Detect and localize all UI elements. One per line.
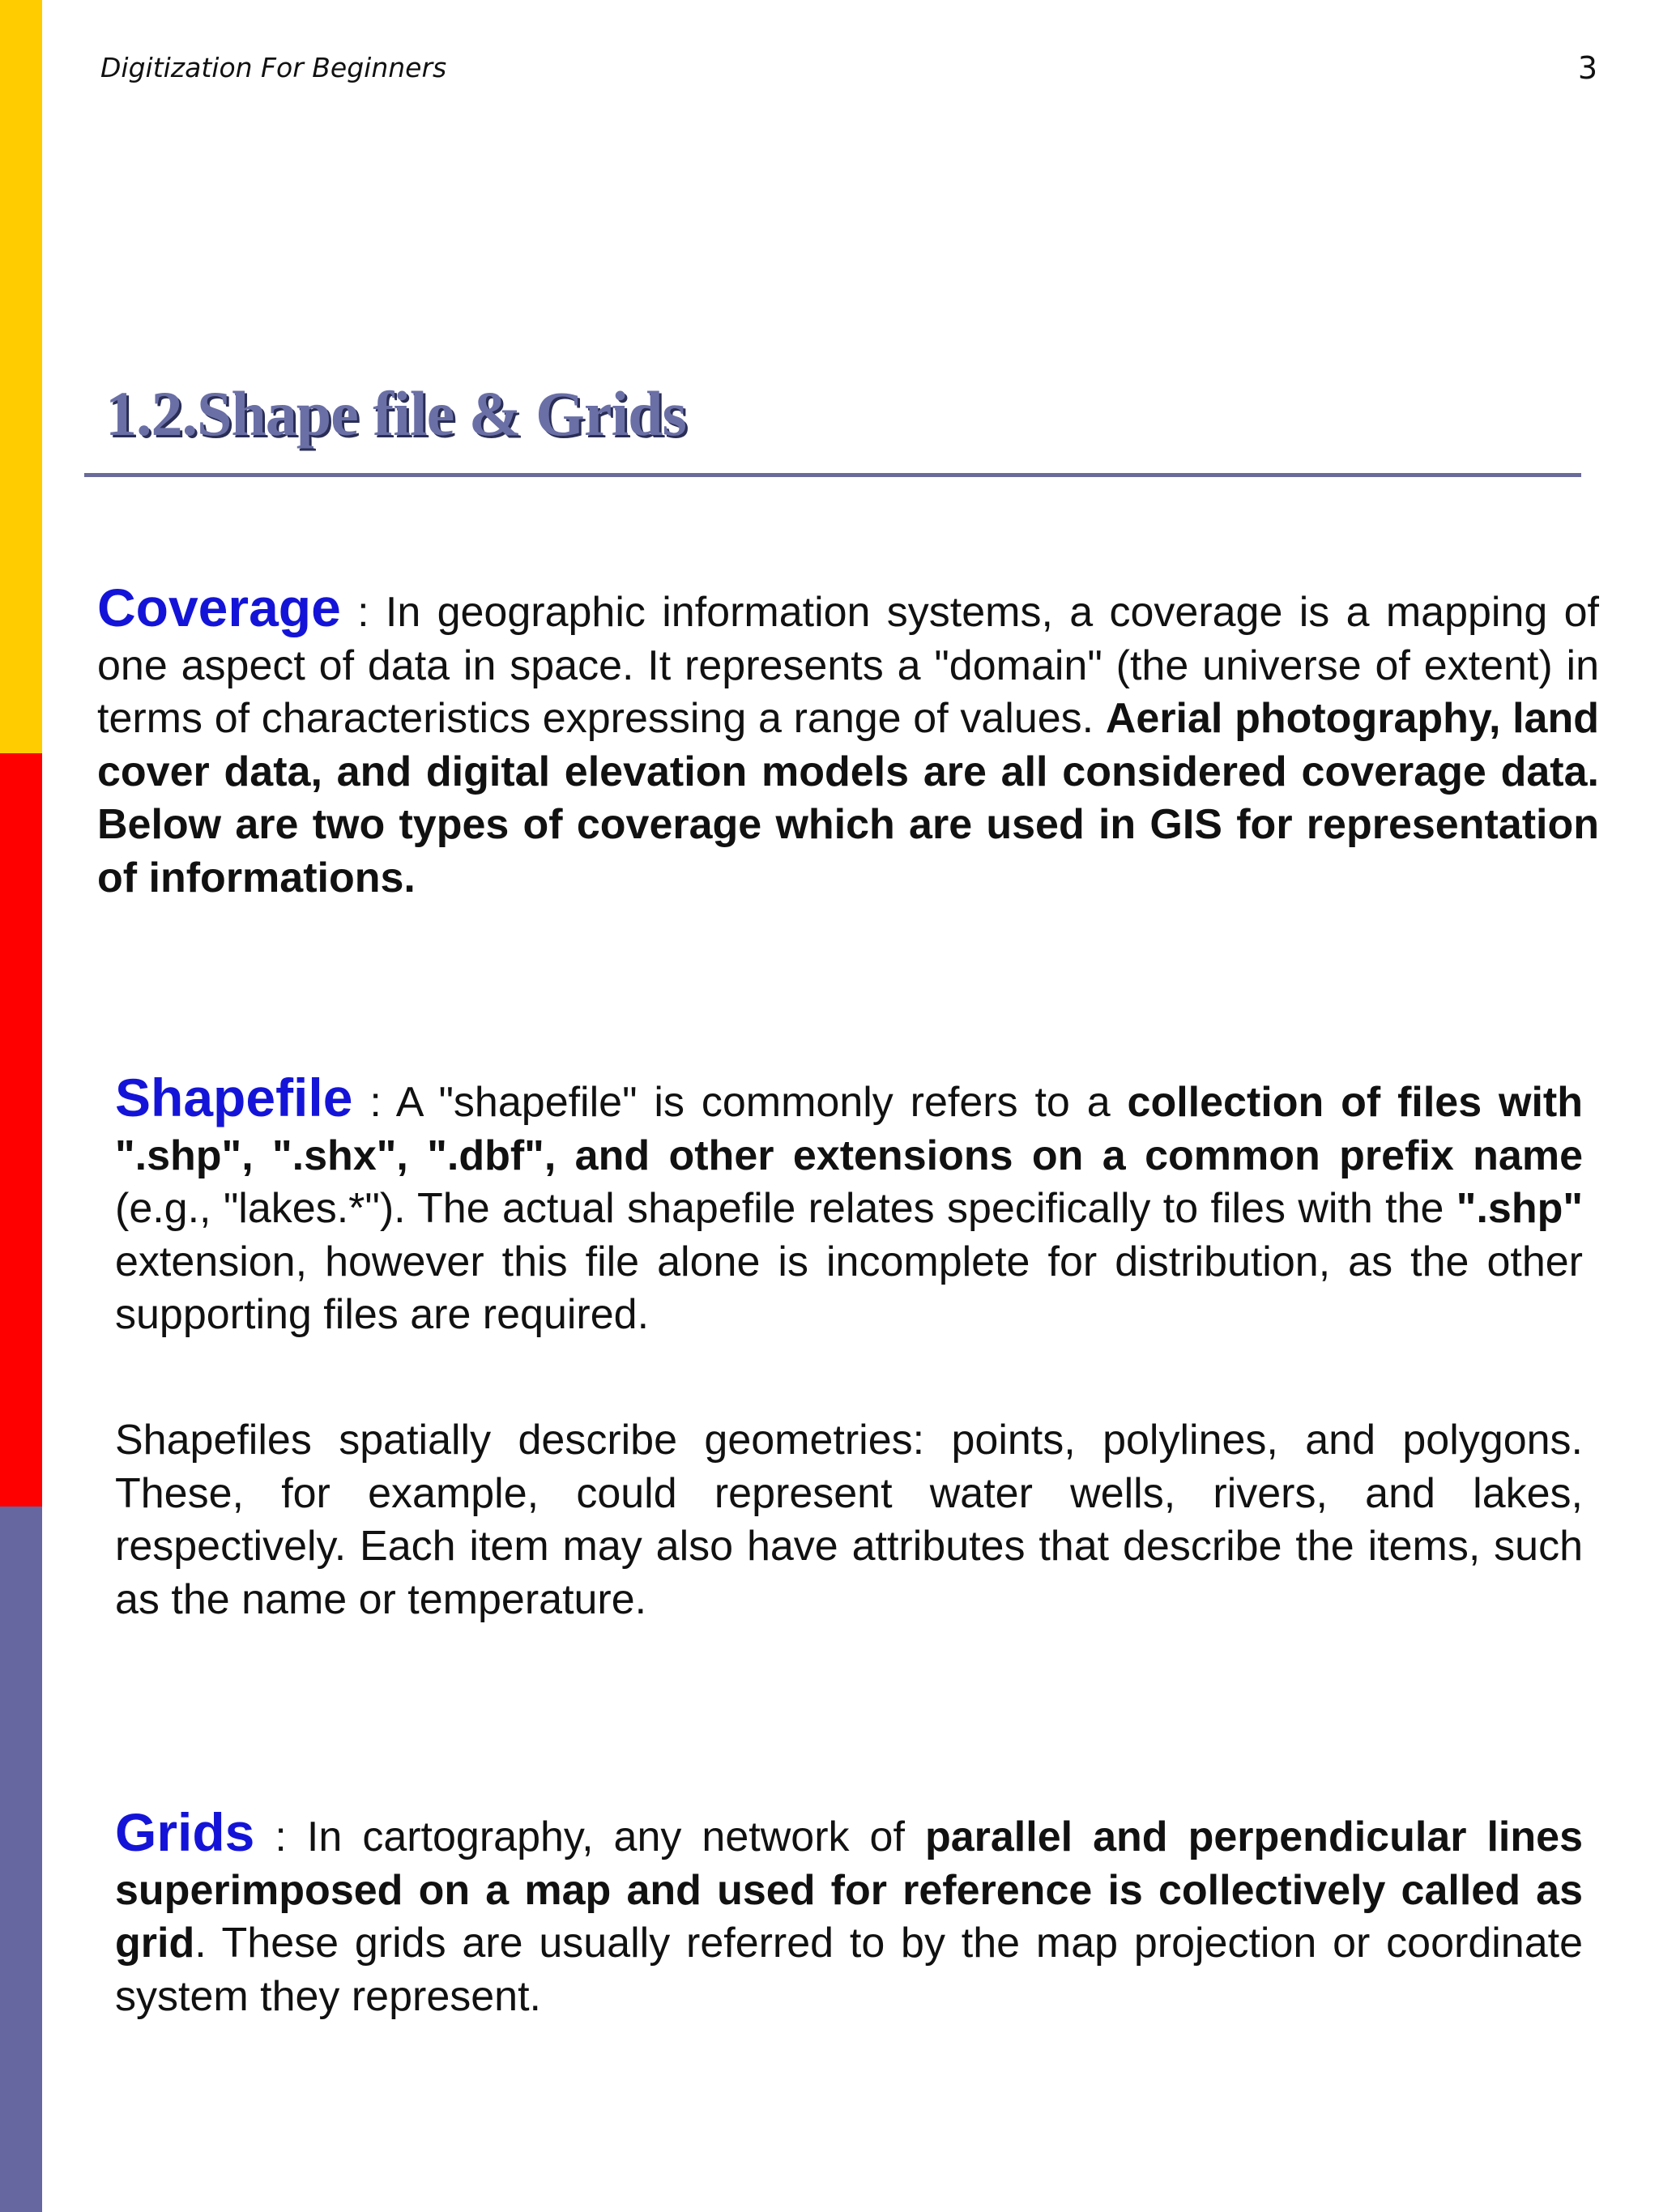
sidebar-blue-strip [0, 1507, 42, 2212]
sidebar-red-strip [0, 753, 42, 1507]
grids-text-2: . These grids are usually referred to by the map projection or coordinate system they represent. [115, 1920, 1583, 2020]
title-underline [84, 473, 1581, 477]
shapefile-term: Shapefile [115, 1068, 353, 1127]
sidebar-yellow-strip [0, 0, 42, 753]
grids-bold-1: parallel and perpendicular lines superimposed on a map and used for reference is collectively called as grid [115, 1813, 1583, 1967]
shapefile-text-1: : A "shapefile" is commonly refers to a [352, 1079, 1128, 1126]
coverage-paragraph [97, 578, 1599, 905]
coverage-bold-text: Aerial photography, land cover data, and digital elevation models are all considered coverage data. Below are two types of coverage which are used in GIS for representation of informations. [97, 695, 1599, 901]
grids-paragraph [115, 1802, 1583, 2023]
grids-term: Grids [115, 1802, 255, 1862]
page-number: 3 [1577, 50, 1597, 86]
shapefile-text-2: (e.g., "lakes.*"). The actual shapefile relates specifically to files with the [115, 1185, 1456, 1232]
shapefile-text-3: extension, however this file alone is incomplete for distribution, as the other supporting files are required. [115, 1238, 1583, 1338]
shapefile-bold-2: ".shp" [1456, 1185, 1583, 1232]
shapefile-paragraph [115, 1068, 1584, 1342]
shapefile-geometries-paragraph: Shapefiles spatially describe geometries: points, polylines, and polygons. These, for example, could represent water wells, rivers, and lakes, respectively. Each item may also have attributes that describe the items, such as the name or temperature. [115, 1417, 1583, 1623]
coverage-term: Coverage [97, 578, 341, 637]
grids-text-1: : In cartography, any network of [254, 1813, 925, 1860]
section-title: 1.2.Shape file & Grids [105, 378, 686, 449]
coverage-text: : In geographic information systems, a coverage is a mapping of one aspect of data in space. It represents a "domain" (the universe of extent) in terms of characteristics expressing a range of values. [97, 589, 1599, 742]
running-header: Digitization For Beginners [100, 52, 447, 83]
shapefile-bold-1: collection of files with ".shp", ".shx", ".dbf", and other extensions on a common prefix name [115, 1079, 1584, 1179]
